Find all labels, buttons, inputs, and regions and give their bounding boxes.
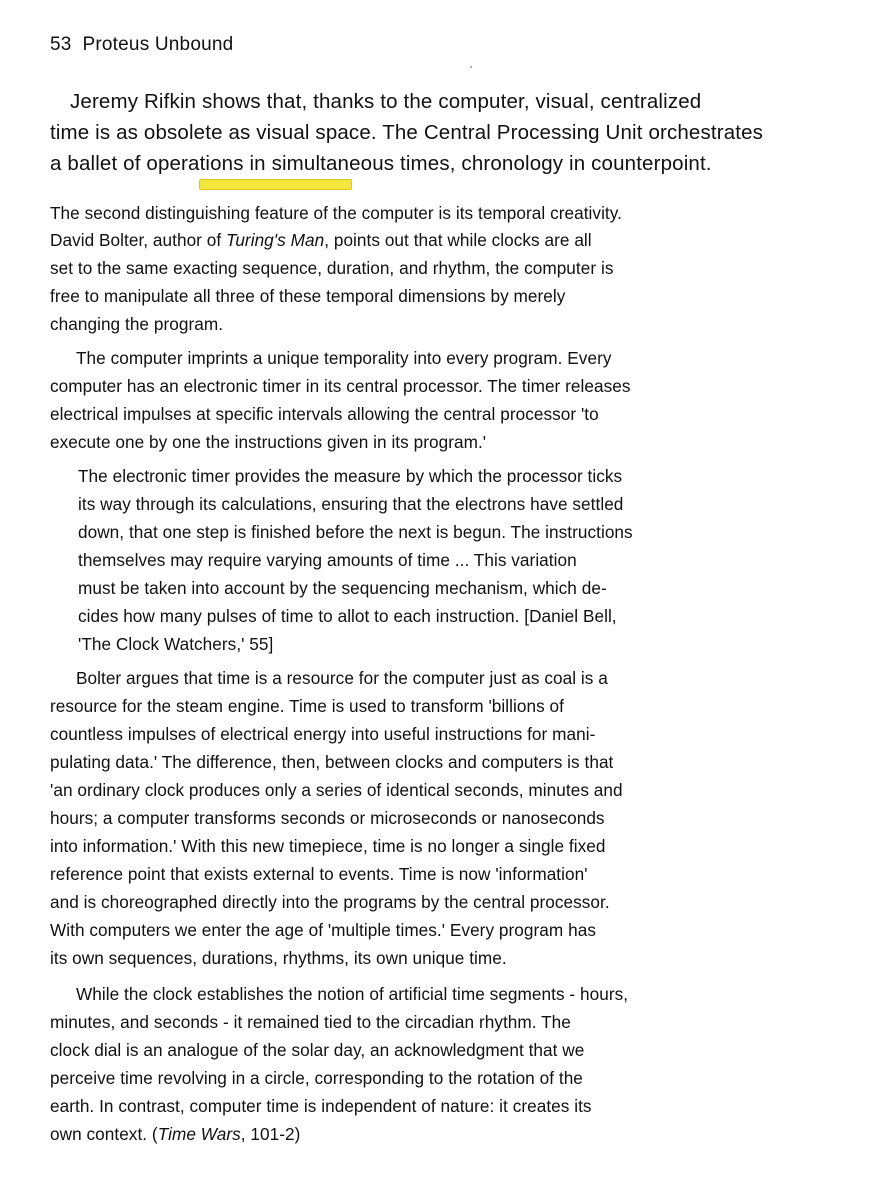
quote-line: The computer imprints a unique temporality into every program. Every	[76, 348, 612, 368]
running-title: Proteus Unbound	[82, 34, 234, 55]
quote-line: Bolter argues that time is a resource for the computer just as coal is a	[76, 668, 608, 688]
quote-line: pulating data.' The difference, then, between clocks and computers is that	[50, 752, 614, 772]
book-title: Time Wars	[157, 1124, 241, 1144]
highlight-mark	[199, 179, 352, 190]
quote-line: The second distinguishing feature of the computer is its temporal creativity.	[50, 203, 622, 223]
lead-line-3: a ballet of operations in simultaneous times, chronology in counterpoint.	[50, 152, 712, 175]
quote-line: its own sequences, durations, rhythms, its own unique time.	[50, 948, 507, 968]
book-title: Turing's Man	[226, 230, 325, 250]
quote-line: hours; a computer transforms seconds or microseconds or nanoseconds	[50, 808, 605, 828]
quote-line: computer has an electronic timer in its central processor. The timer releases	[50, 376, 631, 396]
inner-quote-line: cides how many pulses of time to allot to each instruction. [Daniel Bell,	[78, 606, 617, 626]
inner-quote-line: down, that one step is finished before the next is begun. The instructions	[78, 522, 633, 542]
quote-line: While the clock establishes the notion of artificial time segments - hours,	[76, 984, 629, 1004]
quote-line: clock dial is an analogue of the solar day, an acknowledgment that we	[50, 1040, 585, 1060]
quote-line: and is choreographed directly into the programs by the central processor.	[50, 892, 610, 912]
quote-line: With computers we enter the age of 'multiple times.' Every program has	[50, 920, 596, 940]
quote-line: free to manipulate all three of these temporal dimensions by merely	[50, 286, 566, 306]
lead-line-1: Jeremy Rifkin shows that, thanks to the computer, visual, centralized	[70, 90, 702, 113]
quote-line: reference point that exists external to events. Time is now 'information'	[50, 864, 588, 884]
lead-line-2: time is as obsolete as visual space. The Central Processing Unit orchestrates	[50, 121, 764, 144]
page-number: 53	[50, 34, 72, 55]
quote-line: own context. (Time Wars, 101-2)	[50, 1124, 301, 1144]
quote-line: earth. In contrast, computer time is independent of nature: it creates its	[50, 1096, 592, 1116]
inner-quote-line: themselves may require varying amounts of time ... This variation	[78, 550, 577, 570]
quote-line: resource for the steam engine. Time is used to transform 'billions of	[50, 696, 564, 716]
quote-line: minutes, and seconds - it remained tied to the circadian rhythm. The	[50, 1012, 571, 1032]
quote-line: set to the same exacting sequence, duration, and rhythm, the computer is	[50, 258, 614, 278]
quote-line: countless impulses of electrical energy into useful instructions for mani-	[50, 724, 596, 744]
quote-line: execute one by one the instructions given in its program.'	[50, 432, 487, 452]
inner-quote-line: must be taken into account by the sequencing mechanism, which de-	[78, 578, 607, 598]
scan-speck	[470, 66, 472, 68]
quote-line: perceive time revolving in a circle, corresponding to the rotation of the	[50, 1068, 583, 1088]
inner-quote-line: The electronic timer provides the measure by which the processor ticks	[78, 466, 623, 486]
quote-line: changing the program.	[50, 314, 224, 334]
quote-line: electrical impulses at specific intervals allowing the central processor 'to	[50, 404, 599, 424]
inner-quote-line: 'The Clock Watchers,' 55]	[78, 634, 274, 654]
inner-quote-line: its way through its calculations, ensuring that the electrons have settled	[78, 494, 624, 514]
quote-line: David Bolter, author of Turing's Man, points out that while clocks are all	[50, 230, 592, 250]
quote-line: 'an ordinary clock produces only a series of identical seconds, minutes and	[50, 780, 623, 800]
running-header	[50, 34, 233, 56]
quote-line: into information.' With this new timepiece, time is no longer a single fixed	[50, 836, 606, 856]
